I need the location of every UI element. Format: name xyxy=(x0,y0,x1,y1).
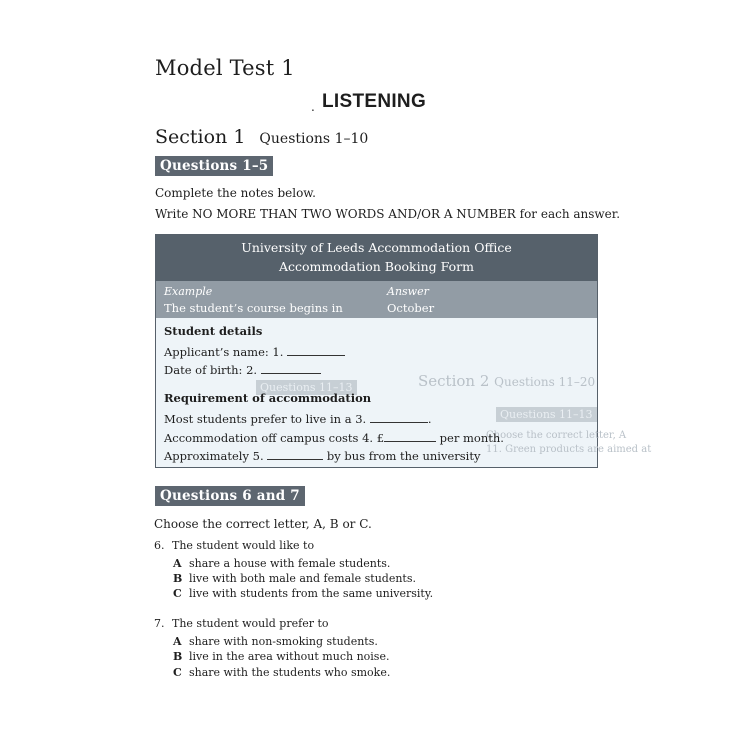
q5-line xyxy=(164,449,480,463)
answer-blank-4[interactable] xyxy=(384,431,436,442)
option-letter: C xyxy=(173,587,182,600)
section-title xyxy=(155,126,368,148)
option-text: live with students from the same university. xyxy=(189,587,434,600)
option-letter: A xyxy=(173,557,182,570)
bleed-item: 11. Green products are aimed at xyxy=(486,444,652,455)
option-letter: B xyxy=(173,650,183,663)
option-text: live in the area without much noise. xyxy=(189,650,390,663)
form-header-office: University of Leeds Accommodation Office xyxy=(241,240,512,255)
q4-line xyxy=(164,431,504,445)
q3-text: Most students prefer to live in a 3. xyxy=(164,412,367,426)
option-text: share a house with female students. xyxy=(189,557,391,570)
q3-line xyxy=(164,412,432,426)
example-text: The student’s course begins in xyxy=(164,301,343,315)
question-text: The student would like to xyxy=(172,539,315,552)
answer-blank-3[interactable] xyxy=(370,412,428,423)
question-7 xyxy=(154,617,329,630)
applicant-name-line xyxy=(164,345,345,359)
option-letter: B xyxy=(173,572,183,585)
section-questions: Questions 1–10 xyxy=(259,131,369,147)
question-text: The student would prefer to xyxy=(172,617,329,630)
option-letter: C xyxy=(173,666,182,679)
bleed-badge-2: Questions 11–13 xyxy=(496,407,597,422)
form-body xyxy=(156,318,652,469)
section-label: Section 1 xyxy=(155,126,246,148)
test-title: Model Test 1 xyxy=(155,56,295,80)
option-7c[interactable] xyxy=(173,666,390,679)
instruction-word-limit: Write NO MORE THAN TWO WORDS AND/OR A NUMBER for each answer. xyxy=(155,207,621,221)
questions-1-5-badge: Questions 1–5 xyxy=(155,156,273,176)
question-number: 7. xyxy=(154,617,165,630)
form-example-row xyxy=(156,281,597,318)
option-7b[interactable] xyxy=(173,650,389,663)
q5-text: Approximately 5. xyxy=(164,449,264,463)
heading-dot: . xyxy=(311,100,315,114)
option-6a[interactable] xyxy=(173,557,390,570)
form-header xyxy=(156,235,597,281)
answer-label: Answer xyxy=(387,285,429,298)
form-header-title: Accommodation Booking Form xyxy=(279,259,474,274)
bleed-section-questions: Questions 11–20 xyxy=(494,375,596,389)
bleed-choose: Choose the correct letter, A xyxy=(486,430,627,441)
booking-form xyxy=(155,234,652,468)
example-label: Example xyxy=(164,285,213,298)
student-details-heading: Student details xyxy=(164,324,263,338)
option-text: live with both male and female students. xyxy=(189,572,416,585)
answer-blank-5[interactable] xyxy=(267,449,323,460)
questions-6-7-badge: Questions 6 and 7 xyxy=(155,486,305,506)
bleed-section-label: Section 2 xyxy=(418,372,490,390)
question-6 xyxy=(154,539,314,552)
option-text: share with non-smoking students. xyxy=(189,635,378,648)
applicant-name-label: Applicant’s name: 1. xyxy=(164,345,284,359)
option-7a[interactable] xyxy=(173,635,378,648)
option-6c[interactable] xyxy=(173,587,433,600)
answer-blank-1[interactable] xyxy=(287,345,345,356)
date-of-birth-label: Date of birth: 2. xyxy=(164,363,258,377)
q3-end: . xyxy=(427,412,432,426)
option-letter: A xyxy=(173,635,182,648)
answer-blank-2[interactable] xyxy=(261,363,321,374)
bleed-badge: Questions 11–13 xyxy=(256,380,357,395)
bleed-section xyxy=(418,372,595,390)
example-answer: October xyxy=(387,301,435,315)
option-6b[interactable] xyxy=(173,572,416,585)
q5-end: by bus from the university xyxy=(326,449,481,463)
instruction-complete-notes: Complete the notes below. xyxy=(155,186,316,200)
requirement-heading: Requirement of accommodation xyxy=(164,391,372,405)
question-number: 6. xyxy=(154,539,165,552)
q4-text: Accommodation off campus costs 4. £ xyxy=(164,431,385,445)
listening-heading: LISTENING xyxy=(322,91,427,112)
q4-end: per month. xyxy=(439,431,504,445)
instruction-choose-letter: Choose the correct letter, A, B or C. xyxy=(154,517,372,531)
option-text: share with the students who smoke. xyxy=(189,666,391,679)
date-of-birth-line xyxy=(164,363,321,377)
